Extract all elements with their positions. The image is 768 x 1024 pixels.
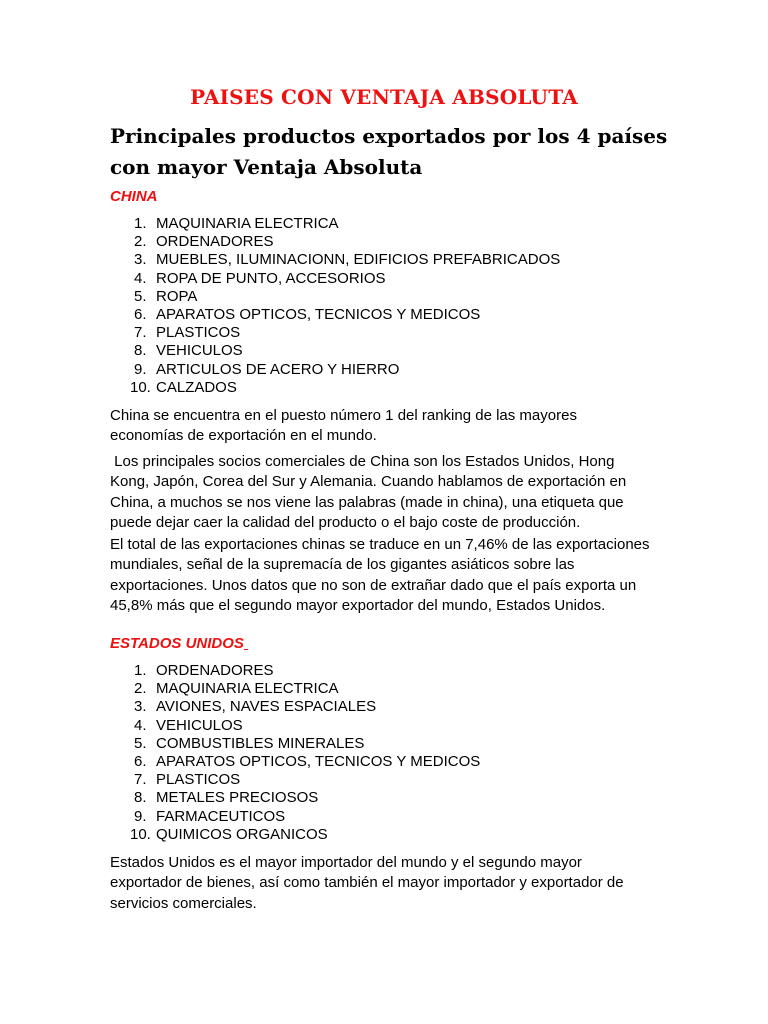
list-item — [110, 789, 480, 807]
list-item-label: PLASTICOS — [156, 771, 241, 789]
list-item-label: MAQUINARIA ELECTRICA — [156, 215, 339, 232]
list-item-number: 6. — [134, 753, 147, 771]
china-paragraph-ranking: China se encuentra en el puesto número 1 del ranking de las mayores economías de exportación en el mundo. — [110, 407, 577, 445]
list-item-label: VEHICULOS — [156, 716, 243, 734]
section-heading-usa — [110, 635, 248, 652]
list-item — [110, 698, 480, 716]
list-item-number: 2. — [134, 680, 147, 698]
usa-product-list — [110, 662, 480, 844]
list-item-label: QUIMICOS ORGANICOS — [156, 825, 328, 843]
list-item-number: 5. — [134, 734, 147, 752]
list-item-number: 3. — [134, 698, 147, 716]
document-subtitle: Principales productos exportados por los 4 países con mayor Ventaja Absoluta — [110, 124, 668, 179]
list-item-number: 9. — [134, 807, 147, 825]
list-item-label: ROPA — [156, 287, 198, 305]
document-title: PAISES CON VENTAJA ABSOLUTA — [190, 85, 578, 109]
list-item-label: ROPA DE PUNTO, ACCESORIOS — [156, 269, 386, 287]
china-paragraph-partners: Los principales socios comerciales de China son los Estados Unidos, Hong Kong, Japón, Corea del Sur y Alemania. Cuando hablamos de exportación en China, a muchos se nos viene las palabras (made in china), una etiqueta que puede dejar caer la calidad del producto o el bajo coste de producción. — [110, 453, 631, 531]
list-item — [110, 270, 560, 288]
list-item-number: 6. — [134, 306, 147, 324]
list-item-label: FARMACEUTICOS — [156, 807, 286, 825]
china-paragraph-exports: El total de las exportaciones chinas se traduce en un 7,46% de las exportaciones mundiales, señal de la supremacía de los gigantes asiáticos sobre las exportaciones. Unos datos que no son de extrañar dado que el país exporta un 45,8% más que el segundo mayor exportador del mundo, Estados Unidos. — [110, 536, 650, 614]
list-item-label: ORDENADORES — [156, 662, 274, 679]
list-item-number: 4. — [134, 269, 147, 287]
heading-underline-space — [244, 635, 248, 652]
china-product-list — [110, 215, 560, 397]
list-item — [110, 771, 480, 789]
list-item — [110, 379, 560, 397]
list-item-number: 8. — [134, 342, 147, 360]
list-item-label: ARTICULOS DE ACERO Y HIERRO — [156, 360, 400, 378]
section-heading-china-text: CHINA — [110, 188, 158, 205]
list-item — [110, 808, 480, 826]
list-item-label: MAQUINARIA ELECTRICA — [156, 680, 339, 698]
list-item-number: 3. — [134, 251, 147, 269]
list-item — [110, 680, 480, 698]
list-item — [110, 306, 560, 324]
list-item-number: 1. — [134, 662, 147, 679]
list-item — [110, 361, 560, 379]
list-item-label: PLASTICOS — [156, 324, 241, 342]
list-item-number: 2. — [134, 233, 147, 251]
list-item-number: 7. — [134, 771, 147, 789]
list-item — [110, 215, 560, 233]
list-item — [110, 288, 560, 306]
list-item-number: 8. — [134, 789, 147, 807]
list-item-label: VEHICULOS — [156, 342, 243, 360]
list-item-label: AVIONES, NAVES ESPACIALES — [156, 698, 377, 716]
list-item — [110, 324, 560, 342]
list-item-number: 5. — [134, 287, 147, 305]
list-item-label: COMBUSTIBLES MINERALES — [156, 734, 365, 752]
list-item-label: MUEBLES, ILUMINACIONN, EDIFICIOS PREFABRICADOS — [156, 251, 561, 269]
list-item-label: APARATOS OPTICOS, TECNICOS Y MEDICOS — [156, 306, 481, 324]
list-item-label: CALZADOS — [156, 378, 237, 396]
list-item — [110, 251, 560, 269]
list-item-label: APARATOS OPTICOS, TECNICOS Y MEDICOS — [156, 753, 481, 771]
list-item-number: 10. — [130, 378, 151, 396]
list-item — [110, 753, 480, 771]
list-item-label: ORDENADORES — [156, 233, 274, 251]
list-item-number: 4. — [134, 716, 147, 734]
list-item — [110, 826, 480, 844]
usa-paragraph-importer: Estados Unidos es el mayor importador del mundo y el segundo mayor exportador de bienes, así como también el mayor importador y exportador de servicios comerciales. — [110, 854, 624, 912]
list-item — [110, 662, 480, 680]
list-item — [110, 735, 480, 753]
list-item-number: 10. — [130, 825, 151, 843]
section-heading-china — [110, 188, 158, 205]
list-item-number: 7. — [134, 324, 147, 342]
list-item-number: 9. — [134, 360, 147, 378]
list-item — [110, 717, 480, 735]
section-heading-usa-text: ESTADOS UNIDOS — [110, 635, 244, 652]
list-item-number: 1. — [134, 215, 147, 232]
list-item-label: METALES PRECIOSOS — [156, 789, 319, 807]
list-item — [110, 342, 560, 360]
list-item — [110, 233, 560, 251]
